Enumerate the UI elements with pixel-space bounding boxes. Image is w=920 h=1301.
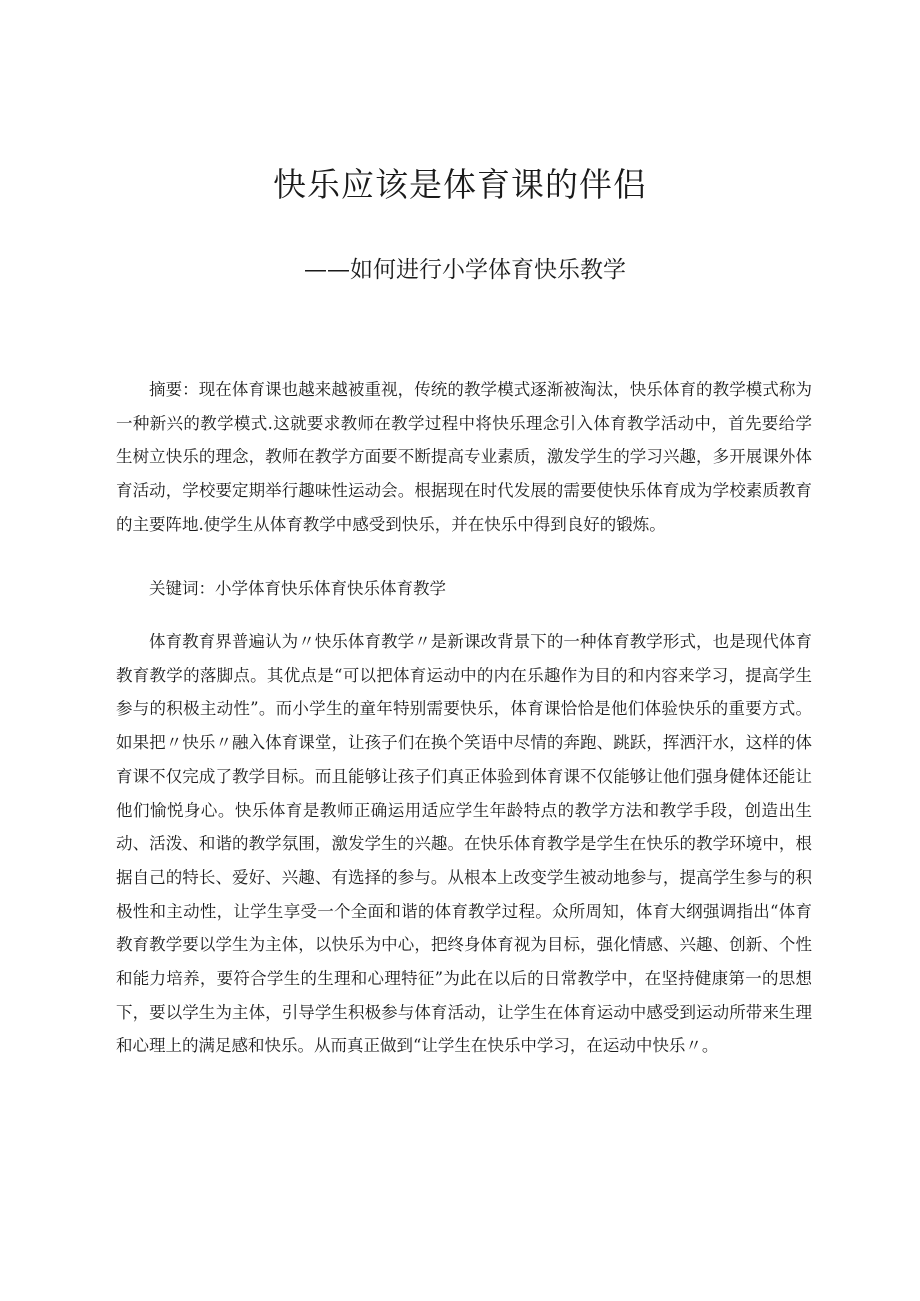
abstract-section <box>116 373 812 542</box>
keywords-section <box>116 572 812 606</box>
abstract-paragraph: 摘要：现在体育课也越来越被重视，传统的教学模式逐渐被淘汰，快乐体育的教学模式称为一种新兴的教学模式.这就要求教师在教学过程中将快乐理念引入体育教学活动中，首先要给学生树立快乐的理念，教师在教学方面要不断提高专业素质，激发学生的学习兴趣，多开展课外体育活动，学校要定期举行趣味性运动会。根据现在时代发展的需要使快乐体育成为学校素质教育的主要阵地.使学生从体育教学中感受到快乐，并在快乐中得到良好的锻炼。 <box>116 380 812 534</box>
keywords-paragraph: 关键词：小学体育快乐体育快乐体育教学 <box>149 579 446 598</box>
document-subtitle: ——如何进行小学体育快乐教学 <box>304 257 626 283</box>
body-section <box>116 625 812 1063</box>
body-paragraph: 体育教育界普遍认为〃快乐体育教学〃是新课改背景下的一种体育教学形式，也是现代体育教育教学的落脚点。其优点是“可以把体育运动中的内在乐趣作为目的和内容来学习，提高学生参与的积极主动性”。而小学生的童年特别需要快乐，体育课恰恰是他们体验快乐的重要方式。如果把〃快乐〃融入体育课堂，让孩子们在换个笑语中尽情的奔跑、跳跃，挥洒汗水，这样的体育课不仅完成了教学目标。而且能够让孩子们真正体验到体育课不仅能够让他们强身健体还能让他们愉悦身心。快乐体育是教师正确运用适应学生年龄特点的教学方法和教学手段，创造出生动、活泼、和谐的教学氛围，激发学生的兴趣。在快乐体育教学是学生在快乐的教学环境中，根据自己的特长、爱好、兴趣、有选择的参与。从根本上改变学生被动地参与，提高学生参与的积极性和主动性，让学生享受一个全面和谐的体育教学过程。众所周知，体育大纲强调指出“体育教育教学要以学生为主体，以快乐为中心，把终身体育视为目标，强化情感、兴趣、创新、个性和能力培养，要符合学生的生理和心理特征”为此在以后的日常教学中，在坚持健康第一的思想下，要以学生为主体，引导学生积极参与体育活动，让学生在体育运动中感受到运动所带来生理和心理上的满足感和快乐。从而真正做到“让学生在快乐中学习，在运动中快乐〃。 <box>116 632 812 1056</box>
document-title: 快乐应该是体育课的伴侣 <box>273 165 647 204</box>
